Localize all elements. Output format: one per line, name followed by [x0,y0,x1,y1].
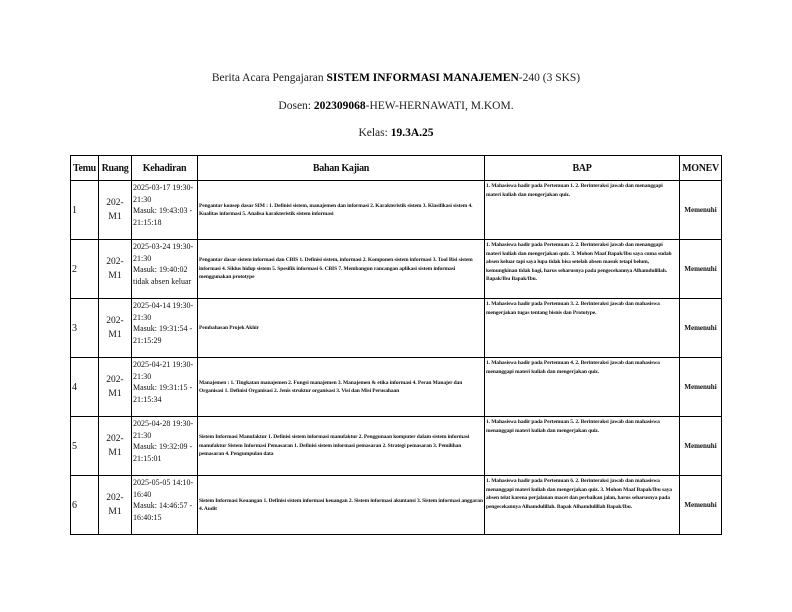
table-row [71,358,722,417]
table-row [71,181,722,240]
class-label: Kelas: [358,127,391,139]
room-cell: 202-M1 [99,299,132,358]
meeting-number-cell: 6 [71,476,99,535]
attendance-cell [132,181,198,240]
attendance-check-in: Masuk: 19:31:15 - [133,383,193,392]
attendance-schedule: 2025-04-14 19:30-21:30 [133,301,194,322]
table-row [71,417,722,476]
attendance-cell [132,358,198,417]
attendance-schedule: 2025-03-24 19:30-21:30 [133,242,194,263]
meeting-number-cell: 4 [71,358,99,417]
lecturer-name: -HEW-HERNAWATI, M.KOM. [365,100,514,112]
study-material-cell: Manajemen : 1. Tingkatan manajemen 2. Fungsi manajemen 3. Manajemen & etika informasi 4. Peran Manajer dan Organisasi 1. Definisi Organisasi 2. Jenis struktur organisasi 3. Visi dan Misi Perusahaan [198,358,485,417]
monev-cell: Memenuhi [680,240,722,299]
monev-cell: Memenuhi [680,181,722,240]
attendance-schedule: 2025-04-28 19:30-21:30 [133,419,194,440]
study-material-cell: Pembahasan Projek Akhir [198,299,485,358]
study-material-cell: Sistem Informasi Keuangan 1. Definisi sistem informasi keuangan 2. Sistem informasi akuntansi 3. Sistem informasi anggaran 4. Audit [198,476,485,535]
monev-cell: Memenuhi [680,299,722,358]
bap-cell: 1. Mahasiswa hadir pada Pertemuan 4. 2. Berinteraksi jawab dan mahasiswa menanggapi materi kuliah dan mengerjakan quiz. [485,358,680,417]
table-row [71,240,722,299]
meeting-number-cell: 2 [71,240,99,299]
column-header-ruang: Ruang [99,156,132,181]
column-header-temu: Temu [71,156,99,181]
bap-cell: 1. Mahasiswa hadir pada Pertemuan 2. 2. Berinteraksi jawab dan menanggapi materi kuliah dan mengerjakan quiz. 3. Mohon Maaf Bapak/Ibu saya cuma sudah absen keluar tapi saya lupa tidak bisa setelah absen masuk tetapi belum, kemungkinan tidak bagi, harus seharusnya pada pengecekannya Alhamdulillah. Bapak/Ibu Bapak/Ibu. [485,240,680,299]
attendance-check-in: Masuk: 19:40:02 [133,265,188,274]
meeting-number-cell: 1 [71,181,99,240]
study-material-cell: Pengantar dasar sistem informasi dan CBIS 1. Definisi sistem, informasi 2. Komponen sistem informasi 3. Tool Bisi sistem informasi 4. Siklus hidup sistem 5. Spesifik informasi 6. CBIS 7. Membangun rancangan aplikasi sistem informasi menggunakan prototype [198,240,485,299]
column-header-bap: BAP [485,156,680,181]
attendance-schedule: 2025-03-17 19:30-21:30 [133,183,194,204]
bap-cell: 1. Mahasiswa hadir pada Pertemuan 6. 2. Berinteraksi jawab dan mahasiswa menanggapi materi kuliah dan mengerjakan quiz. 3. Mohon Maaf Bapak/Ibu saya absen telat karena perjalanan macet dan perbaikan jalan, harus seharusnya pada pengecekannya Alhamdulillah. Bapak Alhamdulillah Bapak/Ibu. [485,476,680,535]
class-line [0,127,792,139]
title-prefix: Berita Acara Pengajaran [211,72,327,84]
column-header-kehadiran: Kehadiran [132,156,198,181]
class-value: 19.3A.25 [390,127,434,139]
attendance-cell [132,240,198,299]
room-cell: 202-M1 [99,240,132,299]
monev-cell: Memenuhi [680,358,722,417]
lecturer-label: Dosen: [278,100,314,112]
bap-cell: 1. Mahasiswa hadir pada Pertemuan 5. 2. Berinteraksi jawab dan mahasiswa menanggapi materi kuliah dan mengerjakan quiz. [485,417,680,476]
lecturer-line [0,100,792,112]
meeting-number-cell: 5 [71,417,99,476]
attendance-check-out: 21:15:01 [133,453,162,463]
attendance-check-in: Masuk: 14:46:57 - [133,501,193,510]
room-cell: 202-M1 [99,417,132,476]
study-material-cell: Pengantar konsep dasar SIM : 1. Definisi sistem, manajemen dan informasi 2. Karakteristik sistem 3. Klasifikasi sistem 4. Kualitas informasi 5. Analisa karakteristik sistem informasi [198,181,485,240]
attendance-check-out: 16:40:15 [133,512,162,522]
attendance-check-out: 21:15:34 [133,394,162,404]
lecturer-id: 202309068 [313,100,366,112]
monev-cell: Memenuhi [680,417,722,476]
table-header-row [71,156,722,181]
attendance-schedule: 2025-04-21 19:30-21:30 [133,360,194,381]
document-title [0,72,792,84]
bap-cell: 1. Mahasiswa hadir pada Pertemuan 1. 2. Berinteraksi jawab dan menanggapi materi kuliah dan mengerjakan quiz. [485,181,680,240]
column-header-bahan-kajian: Bahan Kajian [198,156,485,181]
attendance-check-in: Masuk: 19:32:09 - [133,442,193,451]
attendance-cell [132,476,198,535]
attendance-check-out: 21:15:18 [133,217,162,227]
course-suffix: -240 (3 SKS) [518,72,581,84]
attendance-check-in: Masuk: 19:31:54 - [133,324,193,333]
attendance-check-out: 21:15:29 [133,335,162,345]
attendance-cell [132,417,198,476]
study-material-cell: Sistem Informasi Manufaktur 1. Definisi sistem informasi manufaktur 2. Penggunaan komputer dalam sistem informasi manufaktur Sistem Informasi Pemasaran 1. Definisi sistem informasi pemasaran 2. Strategi pemasaran 3. Pemilihan pemasaran 4. Pengumpulan data [198,417,485,476]
monev-cell: Memenuhi [680,476,722,535]
column-header-monev: MONEV [680,156,722,181]
table-row [71,476,722,535]
bap-cell: 1. Mahasiswa hadir pada Pertemuan 3. 2. Berinteraksi jawab dan mahasiswa mengerjakan tugas tentang bisnis dan Prototype. [485,299,680,358]
room-cell: 202-M1 [99,358,132,417]
teaching-record-table [70,155,722,535]
table-row [71,299,722,358]
room-cell: 202-M1 [99,476,132,535]
attendance-cell [132,299,198,358]
meeting-number-cell: 3 [71,299,99,358]
attendance-check-out: tidak absen keluar [133,276,192,286]
attendance-schedule: 2025-05-05 14:10-16:40 [133,478,194,499]
course-name: SISTEM INFORMASI MANAJEMEN [326,72,519,84]
attendance-check-in: Masuk: 19:43:03 - [133,206,193,215]
room-cell: 202-M1 [99,181,132,240]
